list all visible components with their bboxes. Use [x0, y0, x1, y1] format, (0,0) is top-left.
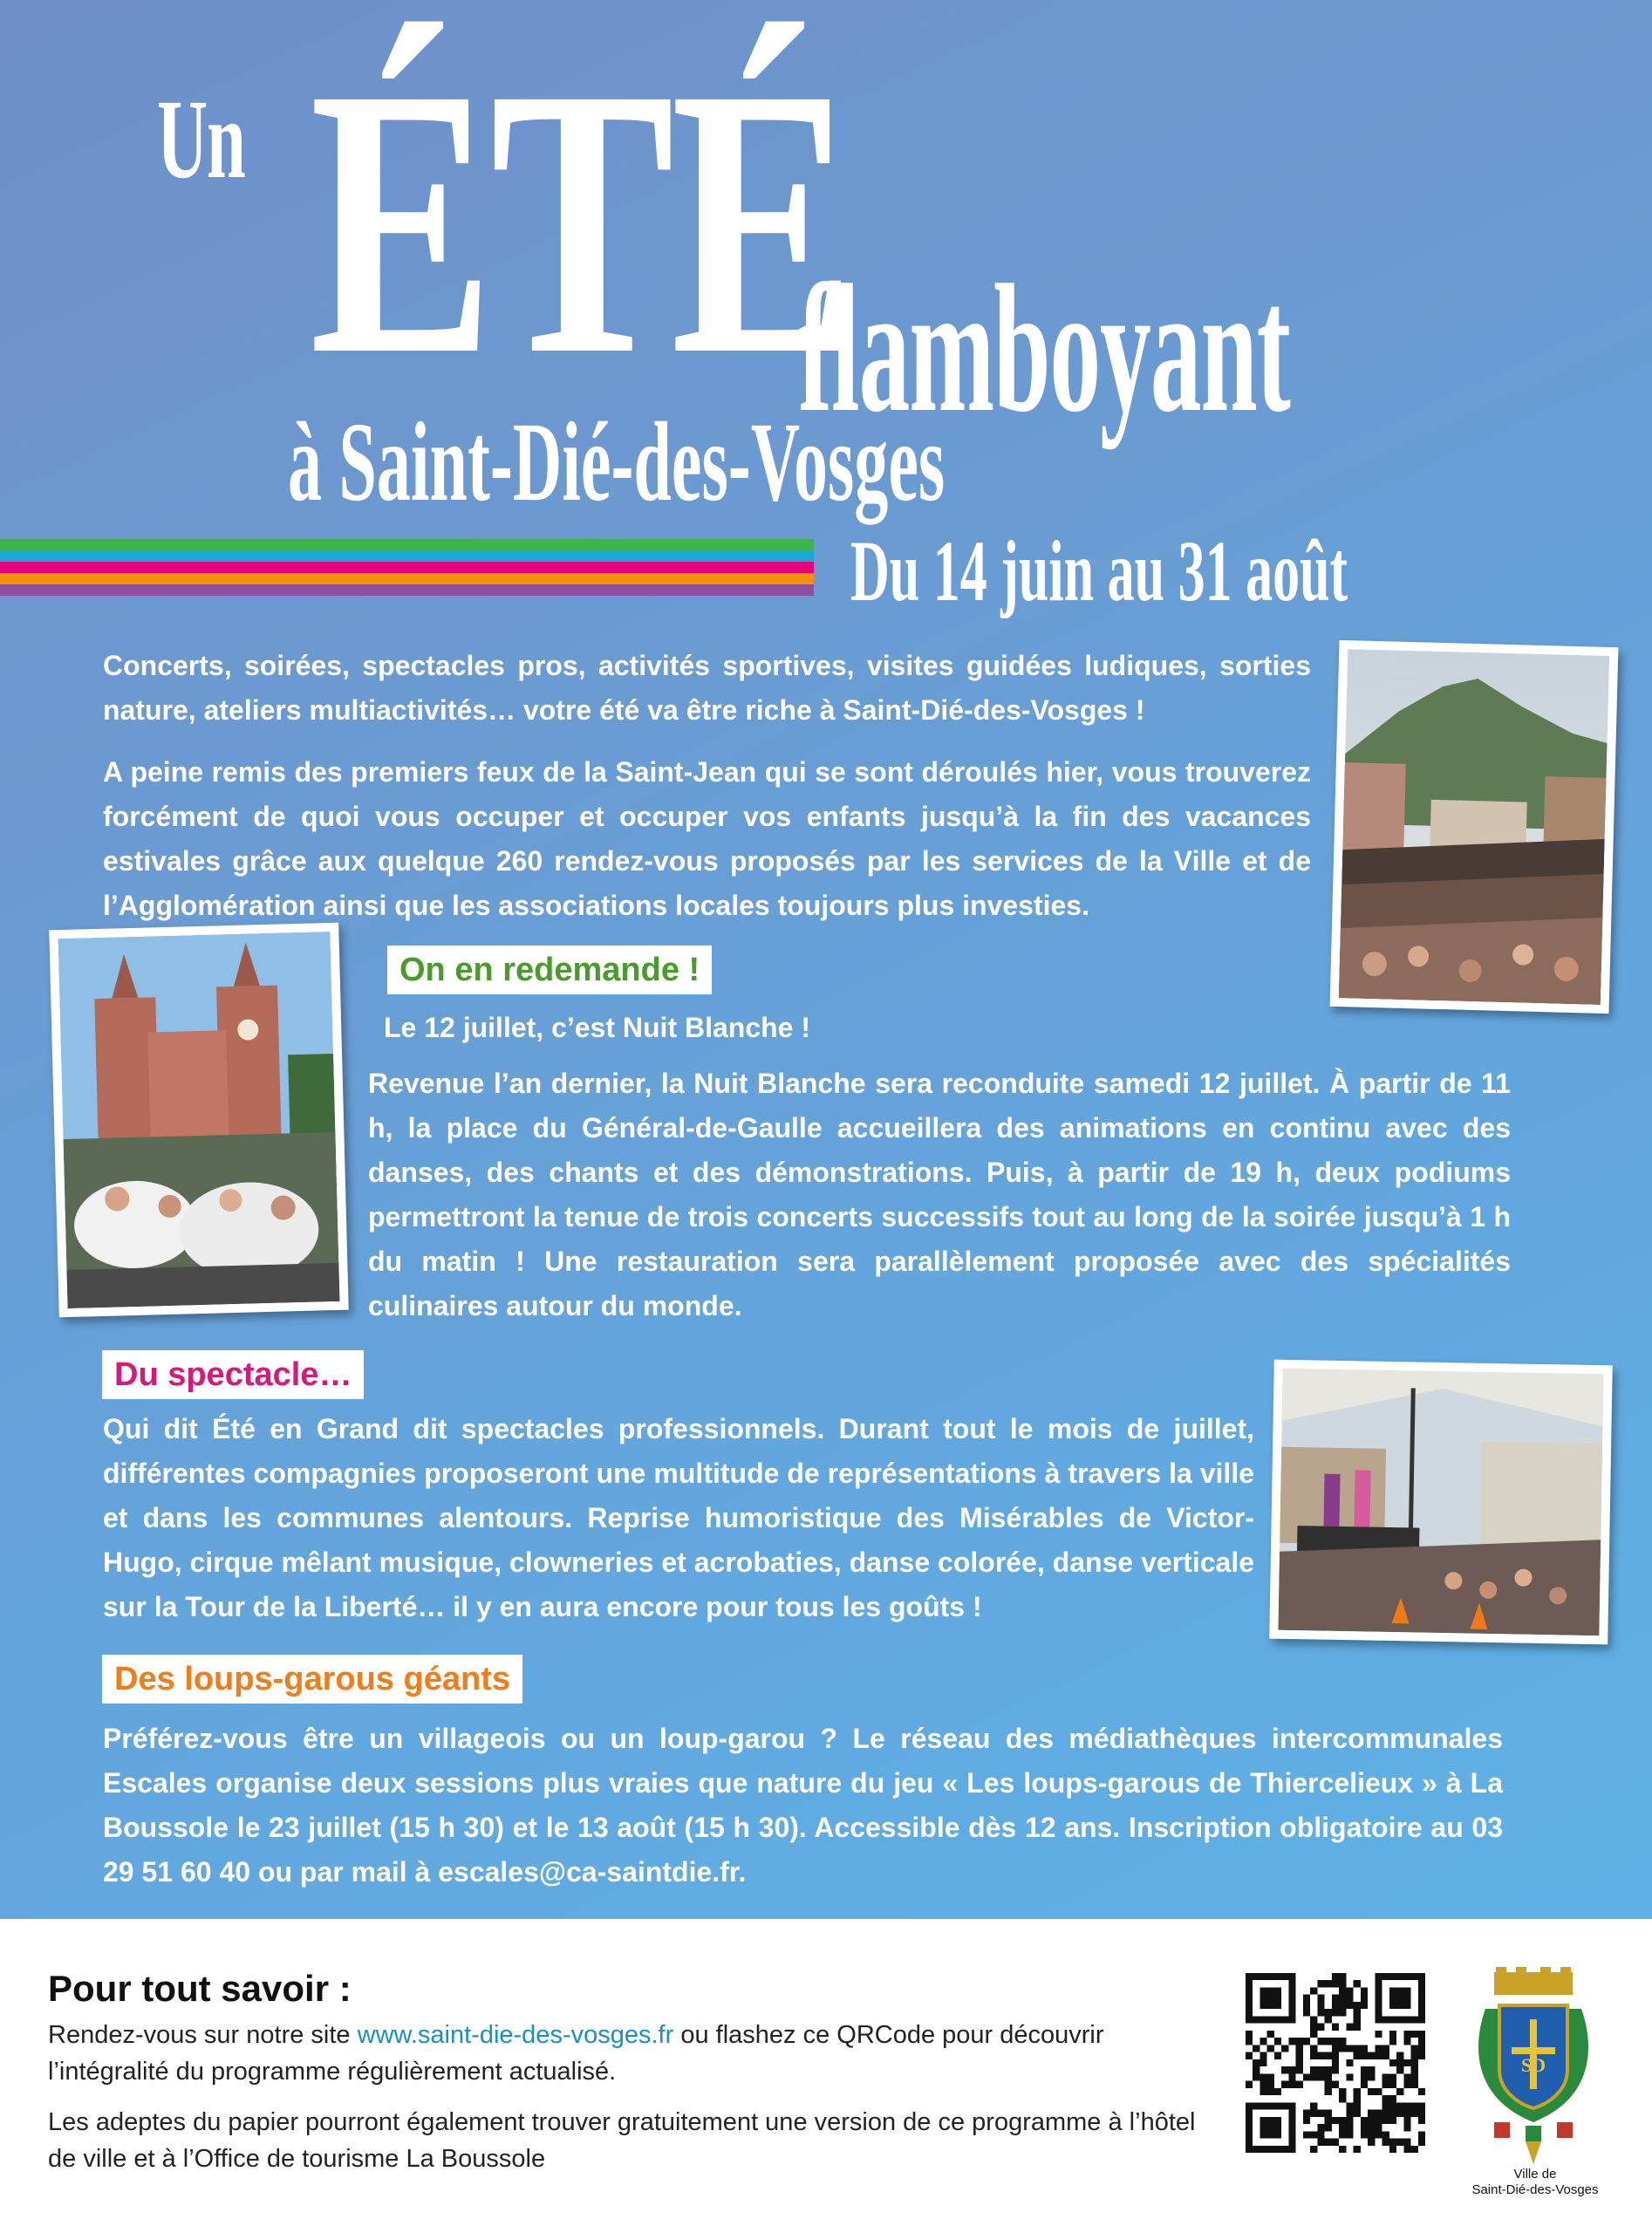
footer-line-1-pre: Rendez-vous sur notre site: [48, 2021, 358, 2049]
photo-crowd-square: [1330, 640, 1619, 1014]
crest-caption-line-1: Ville de: [1513, 2167, 1557, 2182]
rainbow-stripes: [0, 539, 814, 596]
footer-line-1: [48, 2017, 1217, 2090]
title-ete: ÉTÉ: [310, 10, 851, 434]
redemande-subtitle: Le 12 juillet, c’est Nuit Blanche !: [384, 1012, 811, 1043]
intro-text: [103, 644, 1311, 928]
section-label-redemande: On en redemande !: [387, 946, 712, 994]
website-link[interactable]: www.saint-die-des-vosges.fr: [357, 2021, 674, 2049]
stripe: [0, 562, 814, 573]
redemande-text: Revenue l’an dernier, la Nuit Blanche sera reconduite samedi 12 juillet. À partir de 11 h, la place du Général-de-Gaulle accueillera des animations en continu avec des danses, des chants et des démonstrations. Puis, à partir de 19 h, deux podiums permettront la tenue de trois concerts successifs tout au long de la soirée jusqu’à 1 h du matin ! Une restauration sera parallèlement proposée avec des spécialités culinaires autour du monde.: [368, 1068, 1511, 1321]
intro-paragraph-2: A peine remis des premiers feux de la Saint-Jean qui se sont déroulés hier, vous trouverez forcément de quoi vous occuper et occuper vos enfants jusqu’à la fin des vacances estivales grâce aux quelque 260 rendez-vous proposés par les services de la Ville et de l’Agglomération ainsi que les associations locales toujours plus investies.: [103, 756, 1311, 921]
crest-monogram: SD: [1520, 2054, 1546, 2076]
qr-code[interactable]: [1246, 1973, 1425, 2153]
section-label-spectacle: Du spectacle…: [102, 1350, 364, 1399]
stage-show-image: [1278, 1369, 1603, 1635]
photo-stage-show: [1269, 1360, 1613, 1645]
stripe: [0, 539, 814, 550]
loups-garous-text: Préférez-vous être un villageois ou un loup-garou ? Le réseau des médiathèques intercommunales Escales organise deux sessions plus vraies que nature du jeu « Les loups-garous de Thiercelieux » à La Boussole le 23 juillet (15 h 30) et le 13 août (15 h 30). Accessible dès 12 ans. Inscription obligatoire au 03 29 51 60 40 ou par mail à escales@ca-saintdie.fr.: [103, 1723, 1503, 1888]
title-un: Un: [157, 77, 245, 202]
footer-line-2: Les adeptes du papier pourront également trouver gratuitement une version de ce programme à l’hôtel de ville et à l’Office de tourisme La Boussole: [48, 2108, 1196, 2173]
city-crest-logo: [1468, 1967, 1599, 2169]
crowd-square-image: [1339, 649, 1609, 1005]
title-dates: Du 14 juin au 31 août: [850, 522, 1348, 619]
stripe: [0, 550, 814, 562]
cathedral-image: [58, 932, 340, 1308]
intro-paragraph-1: Concerts, soirées, spectacles pros, activités sportives, visites guidées ludiques, sorties nature, ateliers multiactivités… votre été va être riche à Saint-Dié-des-Vosges !: [103, 650, 1311, 726]
title-flamboyant: flamboyant: [798, 248, 1290, 450]
footer-line-1-post: ou flashez ce QRCode pour découvrir l’intégralité du programme régulièrement actualisé.: [48, 2021, 1104, 2086]
spectacle-text: Qui dit Été en Grand dit spectacles professionnels. Durant tout le mois de juillet, différentes compagnies proposeront une multitude de représentations à travers la ville et dans les communes alentours. Reprise humoristique des Misérables de Victor-Hugo, cirque mêlant musique, clowneries et acrobaties, danse colorée, danse verticale sur la Tour de la Liberté… il y en aura encore pour tous les goûts !: [103, 1413, 1254, 1622]
footer-info: [48, 2017, 1217, 2177]
section-label-loups-garous: Des loups-garous géants: [102, 1655, 522, 1704]
footer-title: Pour tout savoir :: [48, 1968, 352, 2009]
stripe: [0, 584, 814, 596]
crest-caption: [1448, 2167, 1622, 2198]
stripe: [0, 573, 814, 584]
crest-caption-line-2: Saint-Dié-des-Vosges: [1471, 2182, 1599, 2197]
title-city: à Saint-Dié-des-Vosges: [288, 399, 945, 525]
photo-cathedral-nuit-blanche: [49, 923, 349, 1318]
